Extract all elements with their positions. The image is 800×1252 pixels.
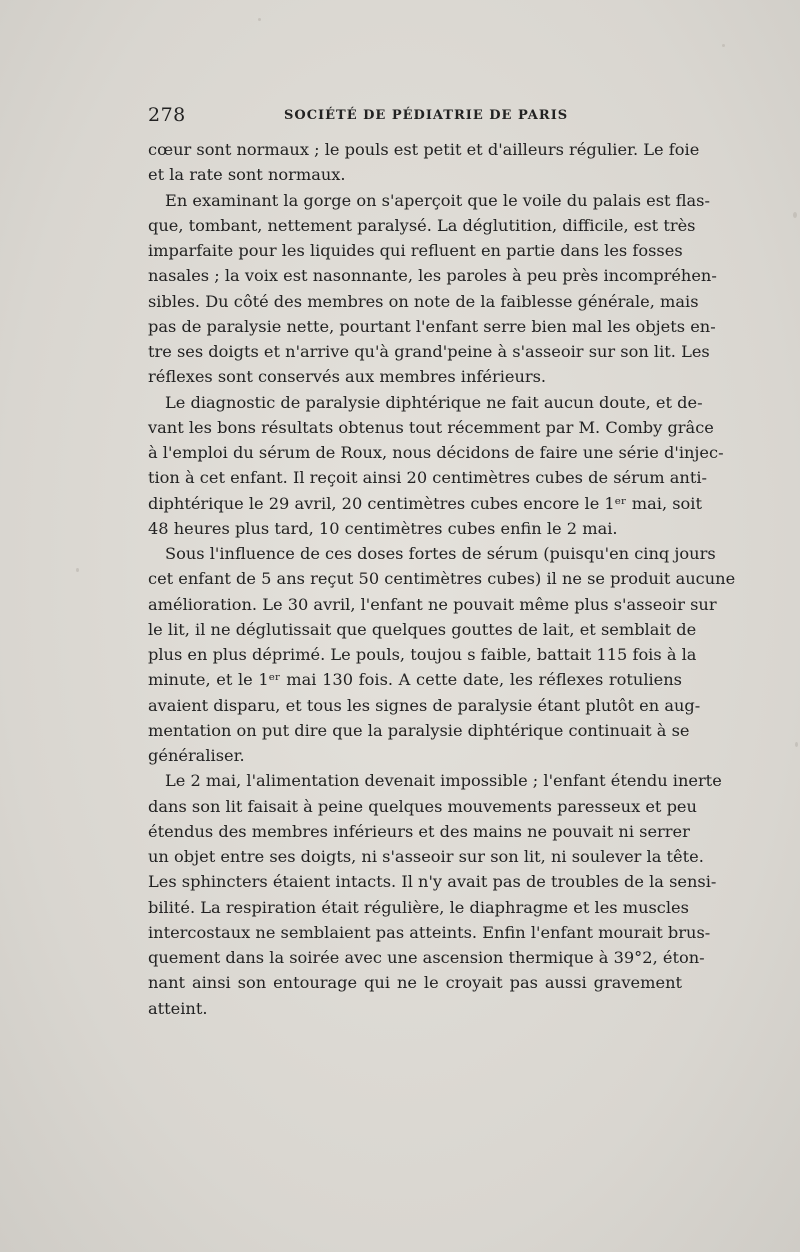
page-number: 278 [148,104,186,126]
text-line: imparfaite pour les liquides qui refluent en partie dans les fosses [148,241,683,260]
text-line: nant ainsi son entourage qui ne le croyait pas aussi gravement [148,973,682,993]
text-line: généraliser. [148,746,245,765]
text-line: Sous l'influence de ces doses fortes de sérum (puisqu'en cinq jours [165,544,716,563]
text-line: cœur sont normaux ; le pouls est petit et d'ailleurs régulier. Le foie [148,140,700,159]
text-line: vant les bons résultats obtenus tout récemment par M. Comby grâce [148,417,714,437]
text-line: minute, et le 1ᵉʳ mai 130 fois. A cette date, les réflexes rotuliens [148,670,682,690]
page-header [148,104,682,130]
running-title: SOCIÉTÉ DE PÉDIATRIE DE PARIS [284,108,569,123]
text-line: sibles. Du côté des membres on note de la faiblesse générale, mais [148,291,699,311]
text-line: Les sphincters étaient intacts. Il n'y avait pas de troubles de la sensi- [148,872,717,892]
text-line: et la rate sont normaux. [148,165,346,185]
text-line: tion à cet enfant. Il reçoit ainsi 20 centimètres cubes de sérum anti- [148,468,707,488]
text-line: 48 heures plus tard, 10 centimètres cubes enfin le 2 mai. [148,518,618,538]
paper-speck [258,18,261,21]
text-line: mentation on put dire que la paralysie diphtérique continuait à se [148,720,690,740]
text-line: que, tombant, nettement paralysé. La déglutition, difficile, est très [148,215,696,235]
text-line: réflexes sont conservés aux membres inférieurs. [148,367,547,387]
text-line: quement dans la soirée avec une ascension thermique à 39°2, éton- [148,948,705,967]
text-line: avaient disparu, et tous les signes de paralysie étant plutôt en aug- [148,695,701,715]
text-line: à l'emploi du sérum de Roux, nous décidons de faire une série d'injec- [148,443,724,462]
paper-speck [795,742,798,747]
text-line: intercostaux ne semblaient pas atteints. Enfin l'enfant mourait brus- [148,922,711,942]
text-line: nasales ; la voix est nasonnante, les paroles à peu près incompréhen- [148,266,717,286]
text-line: plus en plus déprimé. Le pouls, toujou s faible, battait 115 fois à la [148,645,697,664]
text-line: pas de paralysie nette, pourtant l'enfant serre bien mal les objets en- [148,316,716,336]
paper-speck [722,44,725,47]
text-line: étendus des membres inférieurs et des mains ne pouvait ni serrer [148,821,690,841]
text-line: Le 2 mai, l'alimentation devenait impossible ; l'enfant étendu inerte [165,771,722,791]
text-line: diphtérique le 29 avril, 20 centimètres cubes encore le 1ᵉʳ mai, soit [148,493,702,513]
text-line: un objet entre ses doigts, ni s'asseoir sur son lit, ni soulever la tête. [148,847,704,866]
text-line: dans son lit faisait à peine quelques mouvements paresseux et peu [148,796,697,816]
paper-speck [793,212,797,218]
paper-speck [76,568,79,572]
text-line: En examinant la gorge on s'aperçoit que le voile du palais est flas- [165,190,710,210]
text-line: atteint. [148,998,208,1018]
text-line: cet enfant de 5 ans reçut 50 centimètres cubes) il ne se produit aucune [148,569,736,589]
text-line: Le diagnostic de paralysie diphtérique ne fait aucun doute, et de- [165,392,703,412]
text-line: tre ses doigts et n'arrive qu'à grand'peine à s'asseoir sur son lit. Les [148,342,710,361]
text-line: le lit, il ne déglutissait que quelques gouttes de lait, et semblait de [148,619,697,639]
text-line: amélioration. Le 30 avril, l'enfant ne pouvait même plus s'asseoir sur [148,594,717,614]
body-text [148,137,736,1021]
text-line: bilité. La respiration était régulière, le diaphragme et les muscles [148,897,689,917]
